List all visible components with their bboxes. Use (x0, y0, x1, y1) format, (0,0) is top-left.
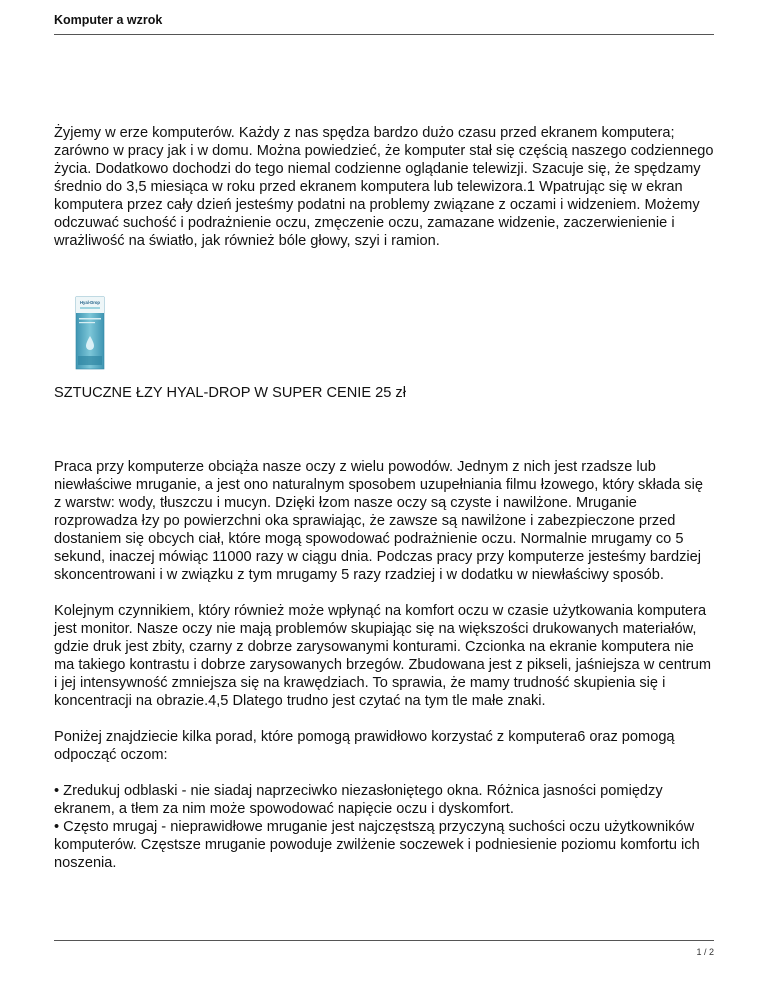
article-body (54, 124, 714, 872)
header-divider (54, 34, 714, 35)
footer-divider (54, 940, 714, 941)
page-footer (54, 940, 714, 957)
page-header (54, 12, 714, 28)
paragraph-monitor: Kolejnym czynnikiem, który również może wpłynąć na komfort oczu w czasie użytkowania komputera jest monitor. Nasze oczy nie mają problemów skupiając się na większości drukowanych materiałów, gdzie druk jest zbity, czarny z dobrze zarysowanymi konturami. Czcionka na ekranie komputera nie ma takiego kontrastu i dobrze zarysowanych brzegów. Zbudowana jest z pikseli, jaśniejsza w centrum i jej intensywność zmniejsza się na krawędziach. To sprawia, że mamy trudność skupienia się i koncentracji na obrazie.4,5 Dlatego trudno jest czytać na tym tle małe znaki. (54, 603, 712, 709)
page-number: 1 / 2 (696, 947, 714, 957)
paragraph-intro: Żyjemy w erze komputerów. Każdy z nas spędza bardzo dużo czasu przed ekranem komputera; zarówno w pracy jak i w domu. Można powiedzieć, że komputer stał się częścią naszego codziennego życia. Dodatkowo dochodzi do tego niemal codzienne oglądanie telewizji. Szacuje się, że spędzamy średnio do 3,5 miesiąca w roku przed ekranem komputera lub telewizora.1 Wpatrując się w ekran komputera przez cały dzień jesteśmy podatni na problemy związane z oczami i widzeniem. Możemy odczuwać suchość i podrażnienie oczu, zmęczenie oczu, zamazane widzenie, zaczerwienienie i wrażliwość na światło, jak również bóle głowy, szyi i ramion. (54, 125, 714, 249)
product-image-hyal-drop (75, 296, 105, 370)
paragraph-tips-intro: Poniżej znajdziecie kilka porad, które pomogą prawidłowo korzystać z komputera6 oraz pomogą odpocząć oczom: (54, 729, 675, 763)
tip-item-glare: • Zredukuj odblaski - nie siadaj naprzeciwko niezasłoniętego okna. Różnica jasności pomiędzy ekranem, a tłem za nim może spowodować napięcie oczu i dyskomfort. (54, 783, 663, 817)
document-title: Komputer a wzrok (54, 13, 163, 27)
paragraph-blinking: Praca przy komputerze obciąża nasze oczy z wielu powodów. Jednym z nich jest rzadsze lub niewłaściwe mruganie, a jest ono naturalnym sposobem uzupełniania filmu łzowego, który składa się z warstw: wody, tłuszczu i mucyn. Dzięki łzom nasze oczy są czyste i nawilżone. Mruganie rozprowadza łzy po powierzchni oka sprawiając, że zawsze są nawilżone i zabezpieczone przed dostaniem się obcych ciał, które mogą spowodować podrażnienie oczu. Normalnie mrugamy co 5 sekund, inaczej mówiąc 11000 razy w ciągu dnia. Podczas pracy przy komputerze jesteśmy bardziej skoncentrowani i w związku z tym mrugamy 5 razy rzadziej i w dodatku w niewłaściwy sposób. (54, 459, 703, 583)
tips-list (54, 782, 714, 872)
product-promo-caption: SZTUCZNE ŁZY HYAL-DROP W SUPER CENIE 25 zł (54, 385, 406, 401)
svg-text:Hyal-Drop: Hyal-Drop (79, 300, 101, 305)
tip-item-blink: • Często mrugaj - nieprawidłowe mruganie jest najczęstszą przyczyną suchości oczu użytkowników komputerów. Częstsze mruganie powoduje zwilżenie soczewek i podniesienie poziomu komfortu ich noszenia. (54, 819, 700, 871)
